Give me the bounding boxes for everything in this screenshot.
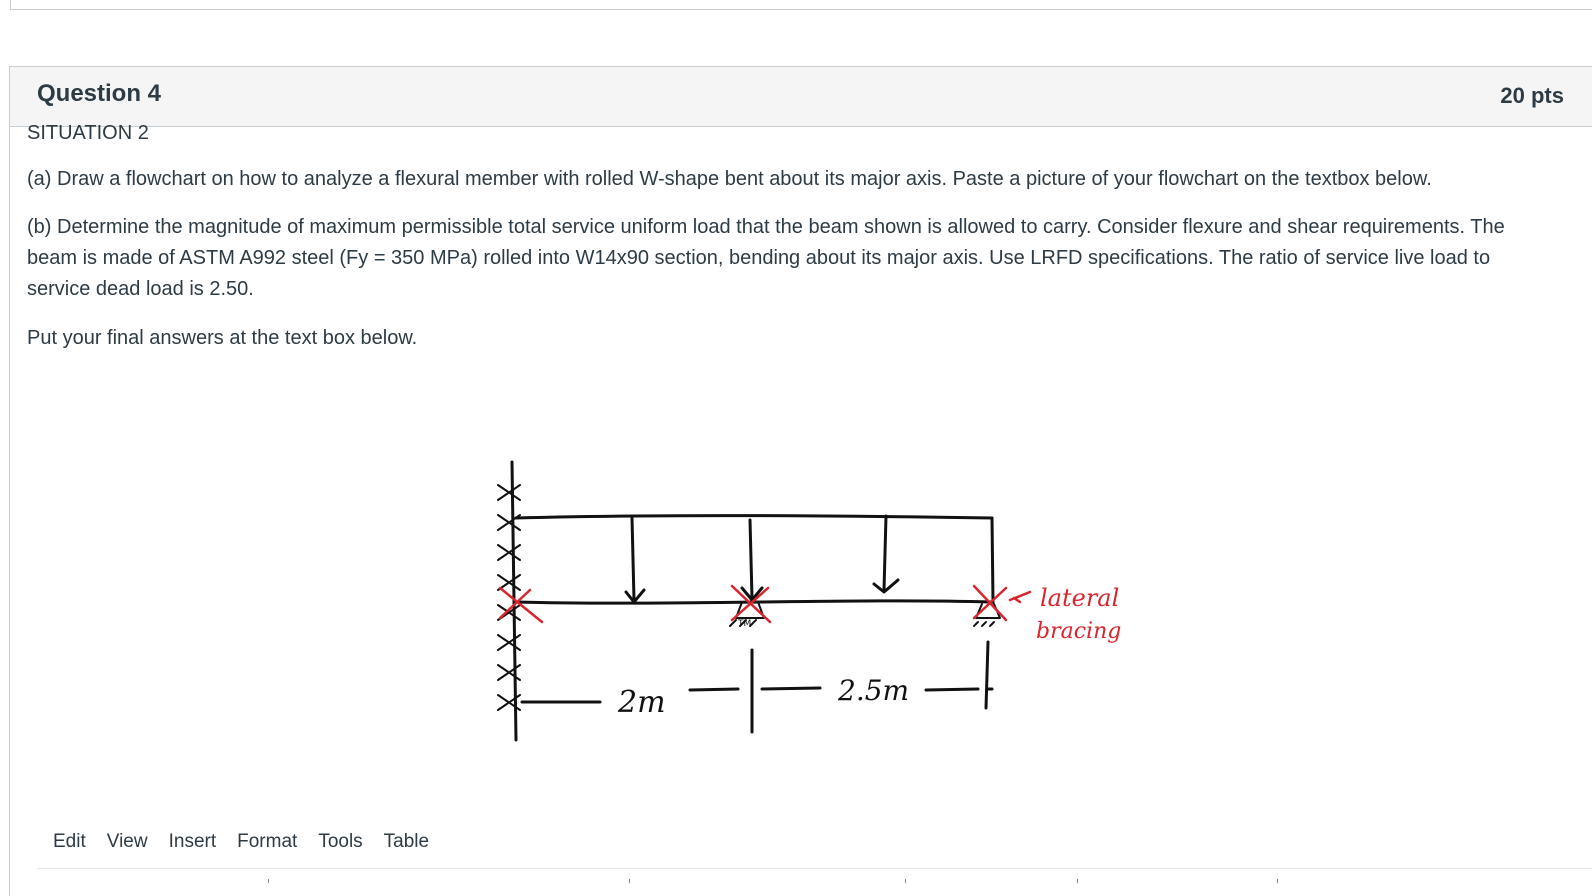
menu-table[interactable]: Table xyxy=(383,831,430,852)
question-points: 20 pts xyxy=(1500,83,1564,108)
part-b-text: (b) Determine the magnitude of maximum permissible total service uniform load that the beam shown is allowed to carry. Consider flexure and shear requirements. The beam is made of ASTM A992 steel (Fy = 350 MPa) rolled into W14x90 section, bending about its major axis. Use LRFD specifications. The ratio of service live load to service dead load is 2.50. xyxy=(27,216,1505,300)
bracing-label-line2: bracing xyxy=(1036,619,1122,644)
beam-diagram xyxy=(470,440,1130,750)
menu-insert[interactable]: Insert xyxy=(168,831,217,852)
load-right-edge xyxy=(992,518,993,602)
previous-question-card-edge xyxy=(10,0,1592,10)
bracing-label-line1: lateral xyxy=(1040,584,1120,612)
support-symbol-label: TM xyxy=(738,619,752,629)
span1-label: 2m xyxy=(618,685,666,720)
toolbar-separators xyxy=(37,879,1592,883)
part-a-text: (a) Draw a flowchart on how to analyze a flexural member with rolled W-shape bent about its major axis. Paste a picture of your flowchart on the textbox below. xyxy=(27,168,1432,190)
load-top-line xyxy=(516,516,992,518)
uniform-load-arrows xyxy=(626,516,898,602)
menu-edit[interactable]: Edit xyxy=(53,831,86,852)
final-answer-instruction: Put your final answers at the text box below. xyxy=(27,327,418,349)
menu-tools[interactable]: Tools xyxy=(318,831,363,852)
question-header xyxy=(10,67,1592,127)
menu-view[interactable]: View xyxy=(106,831,148,852)
span2-label: 2.5m xyxy=(838,674,910,707)
question-title: Question 4 xyxy=(37,80,162,107)
menubar-divider xyxy=(37,868,1592,869)
situation-heading: SITUATION 2 xyxy=(27,122,149,144)
menu-format[interactable]: Format xyxy=(237,831,298,852)
editor-menubar xyxy=(53,831,450,853)
